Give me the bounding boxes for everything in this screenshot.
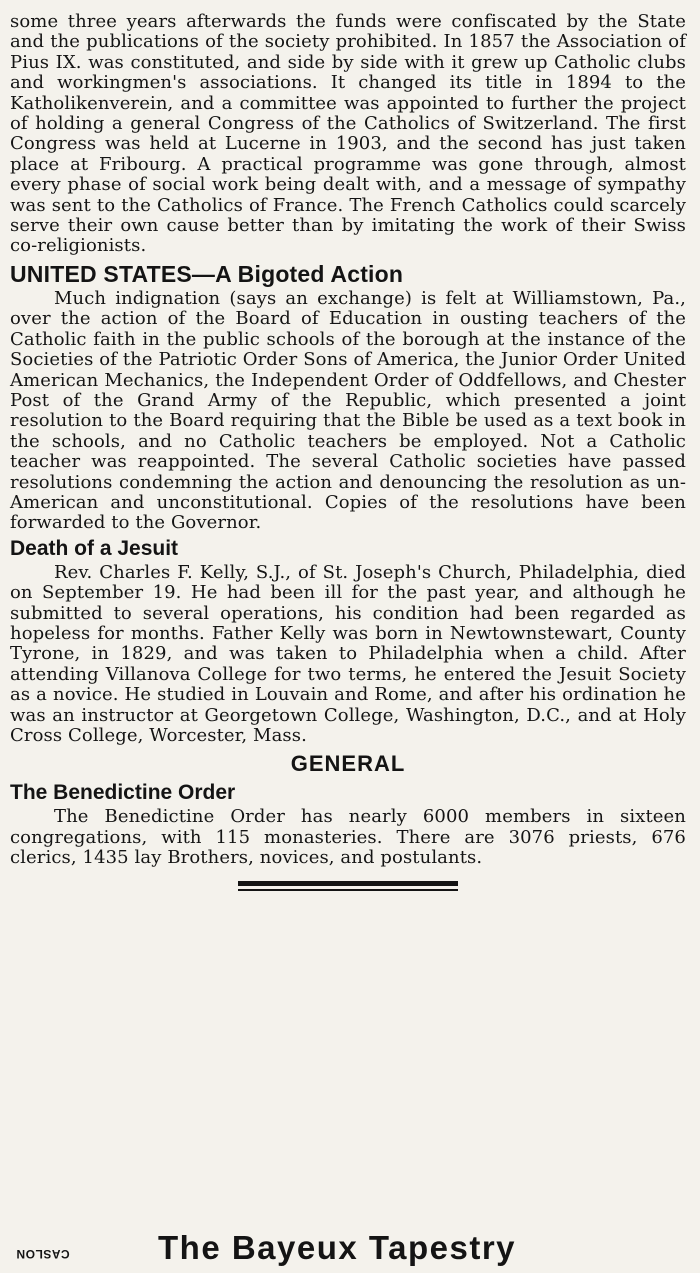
divider-thin-rule <box>238 889 458 891</box>
death-of-jesuit-heading: Death of a Jesuit <box>10 536 179 560</box>
article-continuation-text: some three years afterwards the funds were confiscated by the State and the publications of the society prohibited. In 1857 the Association of Pius IX. was constituted, and side by side with it grew up Catholic clubs and workingmen's associations. It changed its title in 1894 to the Katholikenverein, and a committee was appointed to further the project of holding a general Congress of the Catholics of Switzerland. The first Congress was held at Lucerne in 1903, and the second has just taken place at Fribourg. A practical programme was gone through, almost every phase of social work being dealt with, and a message of sympathy was sent to the Catholics of France. The French Catholics could scarcely serve their own cause better than by imitating the work of their Swiss co-religionists. <box>10 11 686 257</box>
benedictine-heading: The Benedictine Order <box>10 781 236 805</box>
death-of-jesuit-body: Rev. Charles F. Kelly, S.J., of St. Joseph's Church, Philadelphia, died on September 19. He had been ill for the past year, and although he submitted to several operations, his condition had been regarded as hopeless for months. Father Kelly was born in Newtownstewart, County Tyrone, in 1829, and was taken to Philadelphia when a child. After attending Villanova College for two terms, he entered the Jesuit Society as a novice. He studied in Louvain and Rome, and after his ordination he was an instructor at Georgetown College, Washington, D.C., and at Holy Cross College, Worcester, Mass. <box>10 561 686 746</box>
divider-thick-rule <box>238 881 458 886</box>
united-states-body: Much indignation (says an exchange) is felt at Williamstown, Pa., over the action of the Board of Education in ousting teachers of the Catholic faith in the public schools of the borough at the instance of the Societies of the Patriotic Order Sons of America, the Junior Order United American Mechanics, the Independent Order of Oddfellows, and Chester Post of the Grand Army of the Republic, which presented a joint resolution to the Board requiring that the Bible be used as a text book in the schools, and no Catholic teachers be employed. Not a Catholic teacher was reappointed. The several Catholic societies have passed resolutions condemning the action and denouncing the resolution as un-American and unconstitutional. Copies of the resolutions have been forwarded to the Governor. <box>10 287 686 534</box>
united-states-heading: UNITED STATES—A Bigoted Action <box>10 260 404 287</box>
type-mark: CASLON <box>16 1247 70 1261</box>
section-divider <box>238 881 458 891</box>
next-article-title: The Bayeux Tapestry <box>158 1229 517 1266</box>
general-heading: GENERAL <box>290 751 406 777</box>
benedictine-body: The Benedictine Order has nearly 6000 members in sixteen congregations, with 115 monasteries. There are 3076 priests, 676 clerics, 1435 lay Brothers, novices, and postulants. <box>10 806 686 869</box>
